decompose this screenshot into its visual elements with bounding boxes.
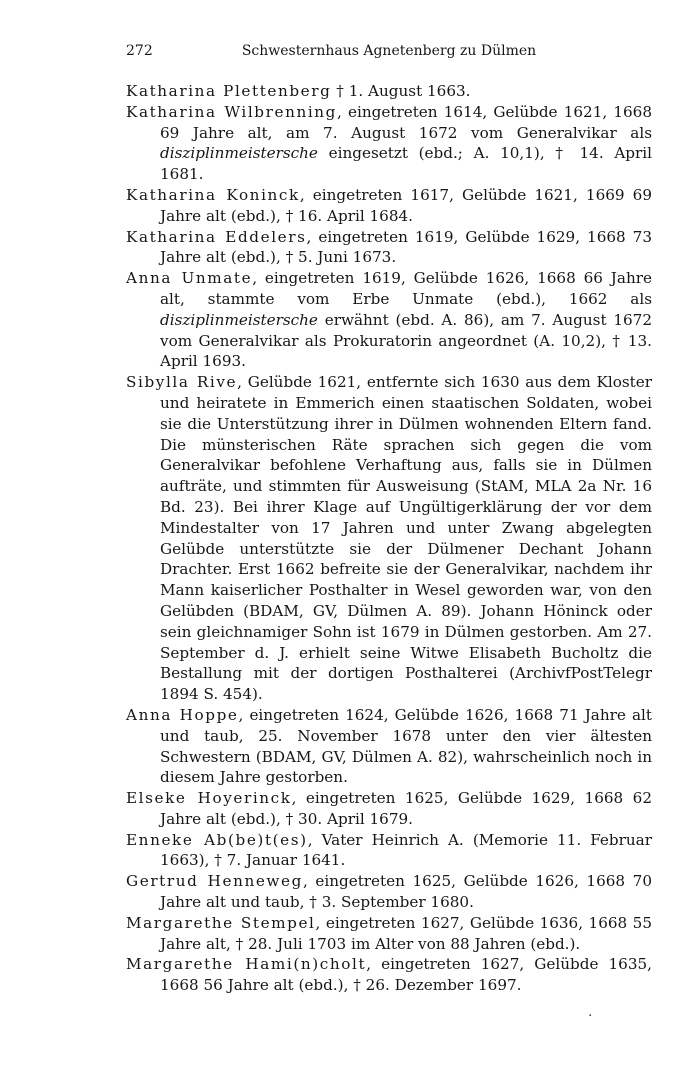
person-name: Katharina Eddelers <box>126 227 307 246</box>
list-item <box>126 871 652 913</box>
italic-term: disziplinmeistersche <box>160 144 318 163</box>
list-item <box>126 227 652 269</box>
person-name: Enneke Ab(be)t(es) <box>126 830 308 849</box>
entry-text: , eingetreten 1625, Gelübde 1629, 1668 62 Jahre alt (ebd.), † 30. April 1679. <box>160 789 652 828</box>
person-name: Katharina Koninck <box>126 185 300 204</box>
page-header <box>126 40 652 62</box>
entry-text: , eingetreten 1627, Gelübde 1636, 1668 55 Jahre alt, † 28. Juli 1703 im Alter von 88 Jahren (ebd.). <box>160 913 653 953</box>
person-name: Katharina Wilbrenning <box>126 102 338 121</box>
entry-text: , eingetreten 1619, Gelübde 1626, 1668 66 Jahre alt, stammte vom Erbe Unmate (ebd.), 1662 als <box>160 269 652 308</box>
entry-text: , eingetreten 1614, Gelübde 1621, 1668 69 Jahre alt, am 7. August 1672 vom Generalvikar als <box>160 102 652 142</box>
stray-mark: · <box>588 1008 593 1024</box>
person-name: Margarethe Stempel <box>126 913 316 932</box>
entry-text: † 1. August 1663. <box>331 82 471 100</box>
list-item <box>126 830 652 872</box>
entry-text: , eingetreten 1619, Gelübde 1629, 1668 73 Jahre alt (ebd.), † 5. Juni 1673. <box>160 227 652 267</box>
entry-text: , Vater Heinrich A. (Memorie 11. Februar 1663), † 7. Januar 1641. <box>160 830 652 870</box>
person-name: Katharina Plettenberg <box>126 82 332 100</box>
running-title: Schwesternhaus Agnetenberg zu Dülmen <box>241 43 537 59</box>
entry-text: , eingetreten 1627, Gelübde 1635, 1668 56 Jahre alt (ebd.), † 26. Dezember 1697. <box>160 955 652 995</box>
list-item <box>126 705 652 788</box>
list-item <box>126 954 652 996</box>
list-item <box>126 102 652 185</box>
list-item <box>126 788 652 830</box>
person-name: Gertrud Henneweg <box>126 872 303 891</box>
entry-text: , eingetreten 1617, Gelübde 1621, 1669 69 Jahre alt (ebd.), † 16. April 1684. <box>160 185 652 225</box>
entry-text: erwähnt (ebd. A. 86), am 7. August 1672 vom Generalvikar als Prokuratorin angeordnet (A. 10,2), † 13. April 1693. <box>160 310 652 371</box>
list-item <box>126 185 652 227</box>
list-item <box>126 913 652 955</box>
italic-term: disziplinmeistersche <box>160 310 318 329</box>
person-name: Anna Hoppe <box>126 705 239 724</box>
entry-text: , Gelübde 1621, entfernte sich 1630 aus dem Kloster und heiratete in Emmerich einen staatischen Soldaten, wobei sie die Unterstützung ihrer in Dülmen wohnenden Eltern fand. Die münsterischen Räte sprachen sich gegen die vom Generalvikar befohlene Verhaftung aus, falls sie in Dülmen aufträte, und stimmten für Ausweisung (StAM, MLA 2a Nr. 16 Bd. 23). Bei ihrer Klage auf Ungültigerklärung der vor dem Mindestalter von 17 Jahren und unter Zwang abgelegten Gelübde unterstützte sie der Dülmener Dechant Johann Drachter. Erst 1662 befreite sie der Generalvikar, nachdem ihr Mann kaiserlicher Posthalter in Wesel geworden war, von den Gelübden (BDAM, GV, Dülmen A. 89). Johann Höninck oder sein gleichnamiger Sohn ist 1679 in Dülmen gestorben. Am 27. September d. J. erhielt seine Witwe Elisabeth Bucholtz die Bestallung mit der dortigen Posthalterei (ArchivfPostTelegr 1894 S. 454). <box>160 373 652 704</box>
person-name: Sibylla Rive <box>126 373 238 392</box>
entry-text: , eingetreten 1625, Gelübde 1626, 1668 70 Jahre alt und taub, † 3. September 1680. <box>160 872 652 912</box>
person-name: Margarethe Hami(n)cholt <box>126 955 367 974</box>
list-item <box>126 372 652 705</box>
list-item <box>126 268 652 372</box>
list-item <box>126 81 652 102</box>
entry-list <box>126 81 652 996</box>
person-name: Anna Unmate <box>126 269 253 288</box>
entry-text: eingesetzt (ebd.; A. 10,1), † 14. April 1681. <box>160 144 652 184</box>
person-name: Elseke Hoyerinck <box>126 789 292 808</box>
page-number: 272 <box>126 43 153 59</box>
entry-text: , eingetreten 1624, Gelübde 1626, 1668 71 Jahre alt und taub, 25. November 1678 unter den vier ältesten Schwestern (BDAM, GV, Dülmen A. 82), wahrscheinlich noch in diesem Jahre gestorben. <box>160 705 653 787</box>
